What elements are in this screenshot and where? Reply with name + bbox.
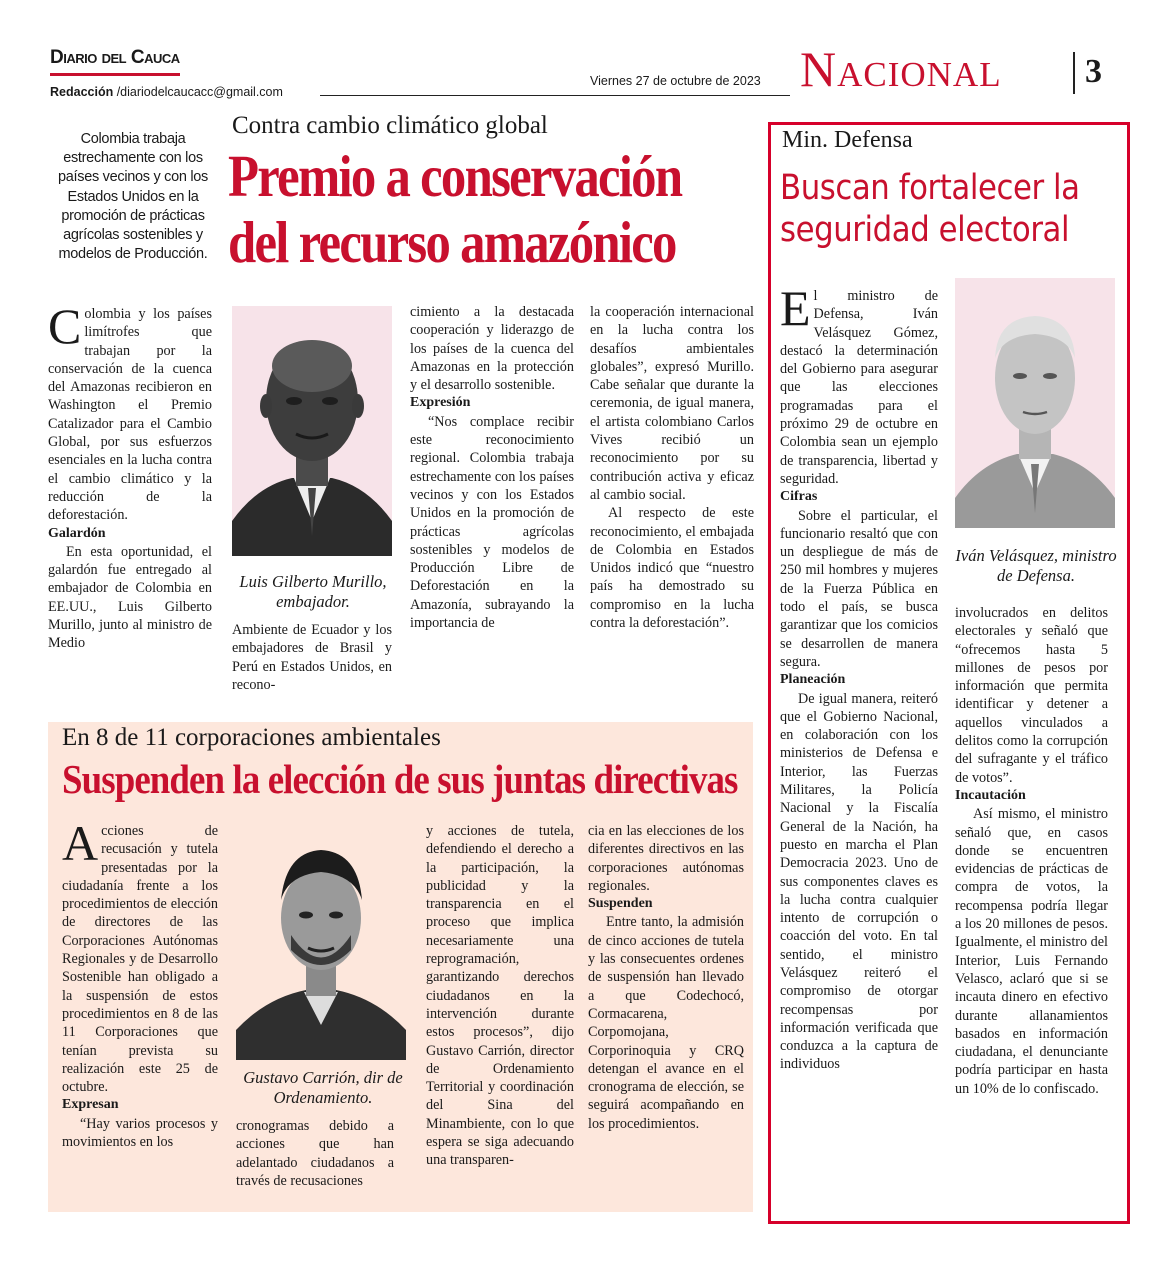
redaccion-line: [50, 85, 283, 99]
subhead-expresan: Expresan: [62, 1097, 119, 1113]
right-col1-paragraph2: Sobre el particular, el funcionario resaltó que con un despliegue de más de 250 mil hombres y mujeres de la Fuerza Pública en todo el país, se busca garantizar que los comicios se desarrollen de manera segura.: [780, 507, 938, 670]
subhead-planeacion: Planeación: [780, 672, 846, 688]
photo-velasquez: [955, 278, 1115, 528]
bottom-kicker: En 8 de 11 corporaciones ambientales: [62, 724, 441, 751]
main-column-2: [232, 621, 392, 694]
lead-summary: Colombia trabaja estrechamente con los países vecinos y con los Estados Unidos en la promoción de prácticas agrícolas sostenibles y modelos de Producción.: [58, 131, 208, 263]
main-col1-paragraph1: Colombia y los países limítrofes que trabajan por la conservación de la cuenca del Amazonas recibieron en Washington el Premio Catalizador para el Cambio Global, por sus esfuerzos esenciales en la lucha contra el cambio climático y la reducción de la deforestación.: [48, 298, 212, 524]
right-column-2: [955, 604, 1108, 1098]
subhead-incautacion: Incautación: [955, 787, 1026, 803]
main-headline-line1: Premio a conservación: [228, 143, 682, 209]
right-headline-line2: seguridad electoral: [780, 210, 1070, 250]
bottom-col1-paragraph1: Acciones de recusación y tutela presentadas por la ciudadanía frente a los procedimientos de elección de directores de las Corporaciones Autónomas Regionales y de Desarrollo Sostenible han obligado a la suspensión de estos procedimientos en 8 de las 11 Corporaciones que tenían prevista su realización este 25 de octubre.: [62, 815, 218, 1096]
subhead-galardon: Galardón: [48, 525, 106, 541]
portrait-image: [236, 830, 406, 1060]
right-col1-paragraph3: De igual manera, reiteró que el Gobierno Nacional, en colaboración con los ministerios de Defensa e Interior, las Fuerzas Militares, la Policía Nacional y la Fiscalía General de la Nación, ha puesto en marcha el Plan Democracia 2023. Uno de sus componentes claves es la lucha contra cualquier intento de corrupción o coacción del voto. En tal sentido, el ministro Velásquez reiteró el compromiso de otorgar recompensas por información verificada que conduzca a la captura de individuos: [780, 690, 938, 1073]
main-col3-paragraph1: cimiento a la destacada cooperación y liderazgo de los países de la cuenca del Amazonas en la protección y el desarrollo sostenible.: [410, 304, 574, 394]
bottom-headline: Suspenden la elección de sus juntas directivas: [62, 756, 738, 802]
bottom-col4-paragraph1: cia en las elecciones de los diferentes directivos en las corporaciones autónomas regionales.: [588, 823, 744, 894]
page-number: 3: [1085, 53, 1102, 90]
photo-caption-velasquez: Iván Velásquez, ministro de Defensa.: [955, 546, 1117, 585]
main-col4-paragraph1: la cooperación internacional en la lucha contra los desafíos ambientales globales”, expresó Murillo. Cabe señalar que durante la ceremonia, de igual manera, el artista colombiano Carlos Vives recibió un reconocimiento por su contribución activa y eficaz al cambio social.: [590, 304, 754, 503]
portrait-image: [232, 306, 392, 556]
drop-cap: E: [780, 280, 811, 336]
bottom-col2-paragraph1: cronogramas debido a acciones que han adelantado ciudadanos a través de recusaciones: [236, 1118, 394, 1189]
section-separator: [1073, 52, 1075, 94]
main-column-4: [590, 303, 754, 632]
header-rule: [320, 95, 790, 96]
right-headline: [780, 167, 1080, 251]
right-headline-line1: Buscan fortalecer la: [780, 168, 1080, 208]
main-headline: [228, 143, 684, 275]
bottom-column-2: [236, 1117, 394, 1190]
drop-cap: C: [48, 298, 82, 354]
bottom-col4-paragraph2: Entre tanto, la admisión de cinco acciones de tutela y las consecuentes ordenes de suspensión han llevado a que Codechocó, Cormacarena, Corpomojana, Corporinoquia y CRQ detengan el avance en el cronograma de elección, se seguirá acompañando en los procedimientos.: [588, 914, 744, 1132]
bottom-column-1: [62, 815, 218, 1151]
right-col1-paragraph1: El ministro de Defensa, Iván Velásquez Gómez, destacó la determinación del Gobierno para asegurar que las elecciones programadas para el próximo 29 de octubre en Colombia sean un ejemplo de transparencia, libertad y seguridad.: [780, 280, 938, 487]
redaccion-label: Redacción: [50, 85, 114, 99]
photo-carrion: [236, 830, 406, 1060]
main-headline-line2: del recurso amazónico: [228, 209, 676, 275]
subhead-expresion: Expresión: [410, 395, 471, 411]
bottom-col1-paragraph2: “Hay varios procesos y movimientos en los: [62, 1115, 218, 1151]
main-kicker: Contra cambio climático global: [232, 112, 548, 139]
issue-date: Viernes 27 de octubre de 2023: [590, 74, 761, 88]
subhead-suspenden: Suspenden: [588, 896, 653, 912]
main-col4-paragraph2: Al respecto de este reconocimiento, el embajada de Colombia en Estados Unidos indicó que “nuestro país ha demostrado su compromiso en la lucha contra la deforestación”.: [590, 505, 754, 632]
bottom-column-3: [426, 822, 574, 1170]
main-col3-paragraph2: “Nos complace recibir este reconocimiento regional. Colombia trabaja estrechamente con los países vecinos y con los Estados Unidos en la promoción de prácticas agrícolas sostenibles y modelos de Producción Libre de Deforestación en la Amazonía, subrayando la importancia de: [410, 413, 574, 632]
main-col1-paragraph2: En esta oportunidad, el galardón fue entregado al embajador de Colombia en EE.UU., Luis Gilberto Murillo, junto al ministro de Medio: [48, 543, 212, 652]
subhead-cifras: Cifras: [780, 489, 818, 505]
portrait-image: [955, 278, 1115, 528]
main-column-1: [48, 298, 212, 653]
masthead-rule: [50, 73, 180, 76]
redaccion-email: /diariodelcaucacc@gmail.com: [113, 85, 283, 99]
drop-cap: A: [62, 815, 99, 871]
photo-caption-carrion: Gustavo Carrión, dir de Ordenamiento.: [243, 1068, 403, 1107]
bottom-col3-paragraph1: y acciones de tutela, defendiendo el derecho a la participación, la publicidad y la transparencia en el proceso que implica necesariamente una reprogramación, garantizando derechos ciudadanos en la intervención durante estos procesos”, dijo Gustavo Carrión, director de Ordenamiento Territorial y coordinación del Sina del Minambiente, con lo que espera se siga adecuando una transparen-: [426, 823, 574, 1169]
main-col2-paragraph1: Ambiente de Ecuador y los embajadores de Brasil y Perú en Estados Unidos, en recono-: [232, 622, 392, 693]
right-kicker: Min. Defensa: [782, 127, 913, 153]
right-col2-paragraph2: Así mismo, el ministro señaló que, en casos donde se encuentren evidencias de prácticas de compra de votos, la recompensa podría llegar a los 20 millones de pesos. Igualmente, el ministro del Interior, Luis Fernando Velasco, aclaró que si se incauta dinero en efectivo durante allanamientos basados en información ciudadana, el denunciante podría participar en hasta un 10% de lo confiscado.: [955, 806, 1108, 1097]
right-col2-paragraph1: involucrados en delitos electorales y señaló que “ofrecemos hasta 5 millones de pesos por información que permita identificar y detener a aquellos vinculados a delitos como la corrupción del sufragante y el tráfico de votos”.: [955, 605, 1108, 786]
bottom-column-4: [588, 822, 744, 1133]
photo-caption-murillo: Luis Gilberto Murillo, embajador.: [239, 572, 387, 611]
right-column-1: [780, 280, 938, 1074]
main-column-3: [410, 303, 574, 632]
photo-murillo: [232, 306, 392, 556]
masthead: Diario del Cauca: [50, 47, 180, 68]
section-title: Nacional: [800, 41, 1002, 97]
